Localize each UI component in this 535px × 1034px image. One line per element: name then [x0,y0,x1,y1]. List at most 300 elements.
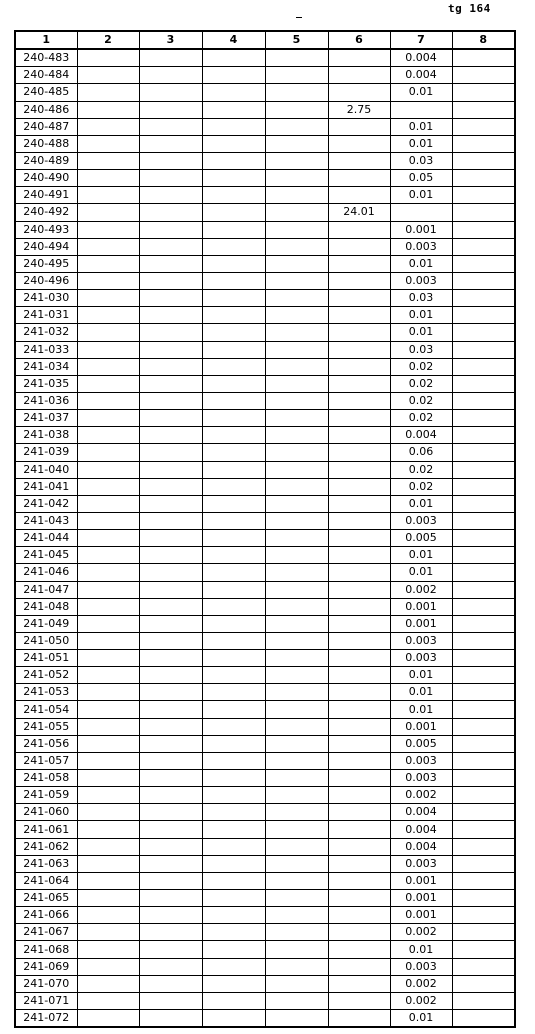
table-cell [265,872,328,889]
table-cell [265,581,328,598]
table-cell: 0.003 [390,958,452,975]
table-cell: 0.01 [390,118,452,135]
table-cell: 0.001 [390,615,452,632]
table-cell: 0.001 [390,890,452,907]
row-id-cell: 240-491 [15,187,77,204]
table-cell [139,49,202,67]
table-cell [139,324,202,341]
table-cell [328,135,390,152]
row-id-cell: 241-067 [15,924,77,941]
table-cell [77,290,139,307]
column-header: 5 [265,31,328,49]
table-cell [77,684,139,701]
table-cell [452,341,515,358]
table-cell [452,941,515,958]
table-cell: 0.005 [390,735,452,752]
table-row [15,67,515,84]
table-cell: 0.02 [390,478,452,495]
table-cell [328,187,390,204]
table-cell [202,821,265,838]
table-cell [452,84,515,101]
table-cell [328,564,390,581]
table-cell [390,204,452,221]
table-row [15,598,515,615]
table-cell [77,787,139,804]
table-cell [202,907,265,924]
table-cell [265,324,328,341]
table-row [15,855,515,872]
table-cell [452,255,515,272]
table-row [15,872,515,889]
table-cell [452,890,515,907]
table-cell [452,512,515,529]
table-cell [202,581,265,598]
table-cell [77,101,139,118]
table-row [15,84,515,101]
table-cell [452,204,515,221]
table-cell [452,324,515,341]
table-cell [202,667,265,684]
table-cell [202,615,265,632]
row-id-cell: 241-070 [15,975,77,992]
table-cell: 0.03 [390,290,452,307]
row-id-cell: 240-485 [15,84,77,101]
table-cell: 24.01 [328,204,390,221]
table-cell: 0.01 [390,547,452,564]
table-cell: 0.01 [390,667,452,684]
table-row [15,992,515,1009]
table-cell [328,512,390,529]
table-cell: 0.001 [390,872,452,889]
table-cell [328,924,390,941]
table-row [15,735,515,752]
table-cell [452,49,515,67]
table-cell [139,152,202,169]
table-cell [202,752,265,769]
table-cell [328,152,390,169]
table-cell [452,461,515,478]
table-cell [452,838,515,855]
table-cell: 0.002 [390,787,452,804]
table-row [15,324,515,341]
table-row [15,152,515,169]
table-cell [139,512,202,529]
table-cell: 0.004 [390,821,452,838]
table-cell [77,855,139,872]
table-cell [328,358,390,375]
table-cell [452,272,515,289]
table-row [15,478,515,495]
table-cell [452,632,515,649]
table-cell [328,324,390,341]
table-cell [139,272,202,289]
table-cell [139,598,202,615]
table-cell [139,872,202,889]
table-cell [139,221,202,238]
table-cell [202,427,265,444]
table-cell [202,975,265,992]
row-id-cell: 241-053 [15,684,77,701]
table-cell [202,992,265,1009]
table-cell [139,735,202,752]
table-cell: 0.003 [390,770,452,787]
table-cell [452,992,515,1009]
table-row [15,941,515,958]
table-cell [139,410,202,427]
table-cell [139,958,202,975]
table-cell [452,221,515,238]
table-row [15,221,515,238]
table-cell [452,615,515,632]
table-cell [265,221,328,238]
table-cell: 0.02 [390,375,452,392]
table-cell: 2.75 [328,101,390,118]
table-row [15,924,515,941]
table-cell [139,204,202,221]
row-id-cell: 241-036 [15,392,77,409]
table-cell [77,341,139,358]
table-cell [452,667,515,684]
table-cell [265,752,328,769]
table-row [15,752,515,769]
table-cell [77,632,139,649]
table-cell [77,49,139,67]
table-cell [265,478,328,495]
table-row [15,358,515,375]
table-cell [202,238,265,255]
table-cell [77,530,139,547]
table-cell [265,410,328,427]
table-cell [139,84,202,101]
table-cell [139,135,202,152]
table-cell [452,547,515,564]
row-id-cell: 241-066 [15,907,77,924]
table-cell [328,872,390,889]
table-cell [265,718,328,735]
table-cell: 0.01 [390,255,452,272]
row-id-cell: 240-488 [15,135,77,152]
table-cell: 0.004 [390,838,452,855]
table-row [15,307,515,324]
table-cell [452,855,515,872]
table-cell [77,718,139,735]
row-id-cell: 241-033 [15,341,77,358]
table-cell [139,427,202,444]
table-cell [77,495,139,512]
table-cell [328,804,390,821]
table-row [15,272,515,289]
table-cell: 0.05 [390,170,452,187]
table-row [15,530,515,547]
table-cell [452,307,515,324]
table-cell [265,1010,328,1028]
table-cell [265,290,328,307]
table-cell [139,392,202,409]
table-cell [139,804,202,821]
table-cell [265,684,328,701]
table-cell: 0.001 [390,598,452,615]
table-row [15,392,515,409]
row-id-cell: 240-494 [15,238,77,255]
table-cell [265,512,328,529]
table-cell [139,855,202,872]
row-id-cell: 241-049 [15,615,77,632]
table-cell [77,958,139,975]
table-cell [139,650,202,667]
table-cell [202,358,265,375]
row-id-cell: 241-069 [15,958,77,975]
table-cell [77,427,139,444]
table-row [15,958,515,975]
table-cell [139,924,202,941]
table-cell [328,958,390,975]
table-cell [77,512,139,529]
table-cell [265,427,328,444]
table-cell [139,255,202,272]
table-cell [328,49,390,67]
table-cell [139,101,202,118]
row-id-cell: 240-484 [15,67,77,84]
row-id-cell: 241-054 [15,701,77,718]
table-cell [328,855,390,872]
table-cell [265,804,328,821]
table-cell: 0.03 [390,341,452,358]
table-cell [202,444,265,461]
table-cell [77,135,139,152]
table-cell [452,581,515,598]
table-cell [265,701,328,718]
table-row [15,444,515,461]
table-cell [328,290,390,307]
table-cell [452,907,515,924]
table-cell [265,444,328,461]
table-cell [202,598,265,615]
table-cell [202,1010,265,1028]
table-cell [452,975,515,992]
scan-mark [296,17,302,18]
table-row [15,667,515,684]
table-cell [265,615,328,632]
table-cell [328,118,390,135]
table-cell [265,255,328,272]
table-cell: 0.01 [390,684,452,701]
row-id-cell: 241-038 [15,427,77,444]
table-cell [139,564,202,581]
table-cell [328,838,390,855]
table-cell [139,941,202,958]
row-id-cell: 241-072 [15,1010,77,1028]
table-cell [139,701,202,718]
row-id-cell: 241-055 [15,718,77,735]
table-cell [452,804,515,821]
table-cell [328,221,390,238]
row-id-cell: 241-046 [15,564,77,581]
table-cell [202,341,265,358]
table-cell [202,735,265,752]
table-cell [328,461,390,478]
table-cell [139,752,202,769]
table-cell [328,170,390,187]
column-header: 3 [139,31,202,49]
table-cell [328,238,390,255]
row-id-cell: 241-068 [15,941,77,958]
table-cell [328,787,390,804]
table-cell [452,170,515,187]
table-cell [77,170,139,187]
table-cell [202,49,265,67]
table-row [15,684,515,701]
table-cell [139,838,202,855]
table-cell [328,341,390,358]
table-cell [328,495,390,512]
table-cell [77,615,139,632]
table-cell: 0.01 [390,324,452,341]
table-cell [328,821,390,838]
table-cell [265,67,328,84]
table-cell [265,632,328,649]
table-cell [328,67,390,84]
table-cell [328,735,390,752]
table-cell [202,101,265,118]
table-cell [202,872,265,889]
table-row [15,650,515,667]
row-id-cell: 240-492 [15,204,77,221]
table-row [15,564,515,581]
column-header: 6 [328,31,390,49]
table-cell: 0.002 [390,581,452,598]
table-cell: 0.01 [390,84,452,101]
table-cell [77,890,139,907]
table-cell [328,410,390,427]
table-cell [328,444,390,461]
table-cell [452,135,515,152]
table-cell: 0.001 [390,907,452,924]
row-id-cell: 241-050 [15,632,77,649]
table-cell: 0.004 [390,427,452,444]
table-cell [77,358,139,375]
table-cell: 0.004 [390,49,452,67]
table-cell [202,890,265,907]
table-cell [77,667,139,684]
table-cell [452,478,515,495]
row-id-cell: 240-487 [15,118,77,135]
table-cell [265,941,328,958]
table-cell [139,358,202,375]
table-cell [202,941,265,958]
row-id-cell: 241-044 [15,530,77,547]
table-cell [265,787,328,804]
table-cell [139,890,202,907]
table-cell [139,1010,202,1028]
table-row [15,890,515,907]
table-cell: 0.01 [390,307,452,324]
table-cell [202,958,265,975]
table-cell [328,598,390,615]
table-cell [265,341,328,358]
table-cell [328,1010,390,1028]
table-cell [265,392,328,409]
table-cell [328,667,390,684]
table-cell [452,650,515,667]
table-cell [139,375,202,392]
table-cell [265,49,328,67]
table-cell [452,410,515,427]
table-cell [202,787,265,804]
table-cell [77,307,139,324]
table-cell [77,461,139,478]
table-cell [328,84,390,101]
table-cell [265,170,328,187]
table-cell [328,530,390,547]
table-cell: 0.01 [390,495,452,512]
row-id-cell: 241-031 [15,307,77,324]
table-cell [328,427,390,444]
table-cell [77,272,139,289]
table-row [15,290,515,307]
table-cell [202,204,265,221]
table-cell [452,495,515,512]
table-cell [452,821,515,838]
table-cell [328,684,390,701]
row-id-cell: 241-037 [15,410,77,427]
table-cell [265,272,328,289]
row-id-cell: 241-043 [15,512,77,529]
table-cell [77,255,139,272]
table-cell [202,804,265,821]
table-cell [265,495,328,512]
table-cell: 0.003 [390,752,452,769]
table-row [15,495,515,512]
table-cell [328,992,390,1009]
table-row [15,375,515,392]
table-cell [139,992,202,1009]
table-row [15,427,515,444]
row-id-cell: 240-489 [15,152,77,169]
row-id-cell: 241-063 [15,855,77,872]
table-cell [77,410,139,427]
table-cell [77,478,139,495]
table-row [15,718,515,735]
table-cell [139,187,202,204]
row-id-cell: 241-062 [15,838,77,855]
table-cell [202,84,265,101]
table-cell [202,324,265,341]
table-cell [452,101,515,118]
table-cell [202,564,265,581]
row-id-cell: 241-064 [15,872,77,889]
table-cell [202,495,265,512]
row-id-cell: 241-041 [15,478,77,495]
table-cell [452,701,515,718]
table-cell [328,478,390,495]
table-cell [77,1010,139,1028]
table-row [15,512,515,529]
table-cell [328,650,390,667]
table-cell [452,958,515,975]
table-cell [139,667,202,684]
table-cell [452,1010,515,1028]
table-cell [139,975,202,992]
row-id-cell: 241-039 [15,444,77,461]
table-cell [265,958,328,975]
table-cell [77,204,139,221]
table-row [15,118,515,135]
row-id-cell: 241-060 [15,804,77,821]
table-cell [139,67,202,84]
table-cell [265,838,328,855]
table-row [15,838,515,855]
row-id-cell: 241-040 [15,461,77,478]
